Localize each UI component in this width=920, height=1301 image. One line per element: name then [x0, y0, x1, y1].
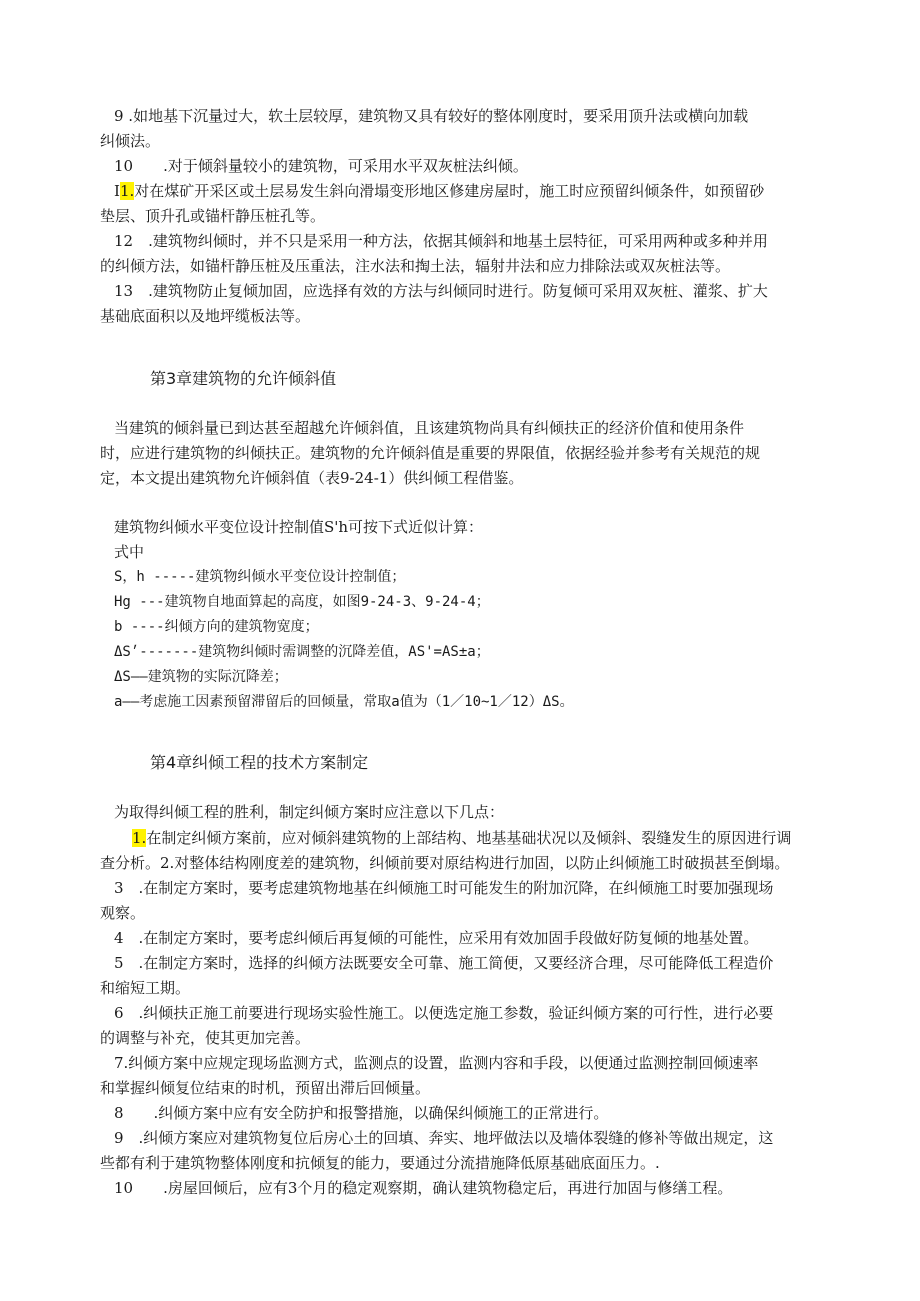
c4-item-5-line2: 和缩短工期。: [100, 979, 191, 997]
def-sh: S，h -----建筑物纠倾水平变位设计控制值；: [114, 569, 406, 585]
c4-item-9-line2: 些都有利于建筑物整体刚度和抗倾复的能力，要通过分流措施降低原基础底面压力。.: [100, 1154, 660, 1172]
c4-item-6-line2: 的调整与补充，使其更加完善。: [100, 1029, 311, 1047]
item-9-line2: 纠倾法。: [100, 132, 161, 150]
chapter3-para-line2: 时，应进行建筑物的纠倾扶正。建筑物的允许倾斜值是重要的界限值，依据经验并参考有关规范的规: [100, 444, 761, 462]
c4-item-1-text: 在制定纠倾方案前，应对倾斜建筑物的上部结构、地基基础状况以及倾斜、裂缝发生的原因进行调: [146, 829, 792, 847]
chapter4-heading: 第4章纠倾工程的技术方案制定: [150, 753, 369, 772]
chapter4-intro: 为取得纠倾工程的胜利，制定纠倾方案时应注意以下几点：: [114, 803, 505, 821]
c4-item-4: 4 .在制定方案时，要考虑纠倾后再复倾的可能性，应采用有效加固手段做好防复倾的地基处置。: [114, 929, 759, 947]
item-13-line1: 13 .建筑物防止复倾加固，应选择有效的方法与纠倾同时进行。防复倾可采用双灰桩、灌浆、扩大: [114, 282, 768, 300]
item-12-line1: 12 .建筑物纠倾时，并不只是采用一种方法，依据其倾斜和地基土层特征，可采用两种或多种并用: [114, 232, 768, 250]
chapter3-para-line1: 当建筑的倾斜量已到达甚至超越允许倾斜值，且该建筑物尚具有纠倾扶正的经济价值和使用条件: [114, 419, 745, 437]
c4-item-3-line1: 3 .在制定方案时，要考虑建筑物地基在纠倾施工时可能发生的附加沉降，在纠倾施工时要加强现场: [114, 879, 774, 897]
c4-item-6-line1: 6 .纠倾扶正施工前要进行现场实验性施工。以便选定施工参数，验证纠倾方案的可行性，进行必要: [114, 1004, 774, 1022]
formula-intro: 建筑物纠倾水平变位设计控制值S'h可按下式近似计算：: [114, 518, 484, 536]
item-13-line2: 基础底面积以及地坪缆板法等。: [100, 307, 311, 325]
c4-item-1-marker: 1.: [132, 829, 147, 847]
def-b: b ----纠倾方向的建筑物宽度；: [114, 619, 319, 635]
c4-item-1-line1: [132, 826, 828, 851]
c4-item-1-line2: 查分析。2.对整体结构刚度差的建筑物，纠倾前要对原结构进行加固，以防止纠倾施工时破损甚至倒塌。: [100, 854, 790, 872]
def-delta-s: ΔS——建筑物的实际沉降差；: [114, 669, 288, 685]
item-11-prefix: I: [114, 182, 120, 200]
chapter3-heading: 第3章建筑物的允许倾斜值: [150, 369, 337, 388]
def-a: a——考虑施工因素预留滞留后的回倾量，常取a值为（1／10~1／12）ΔS。: [114, 694, 574, 710]
def-hg: Hg ---建筑物自地面算起的高度，如图9-24-3、9-24-4；: [114, 594, 490, 610]
c4-item-9-line1: 9 .纠倾方案应对建筑物复位后房心土的回填、奔实、地坪做法以及墙体裂缝的修补等做出规定，这: [114, 1129, 774, 1147]
def-delta-s-prime: ΔS׳-------建筑物纠倾时需调整的沉降差值，AS'=AS±a；: [114, 644, 490, 660]
item-11-line2: 垫层、顶升孔或锚杆静压桩孔等。: [100, 207, 326, 225]
c4-item-5-line1: 5 .在制定方案时，选择的纠倾方法既要安全可靠、施工简便，又要经济合理，尽可能降低工程造价: [114, 954, 774, 972]
where-label: 式中: [114, 543, 145, 561]
c4-item-7-line2: 和掌握纠倾复位结束的时机，预留出滞后回倾量。: [100, 1079, 431, 1097]
c4-item-8: 8 .纠倾方案中应有安全防护和报警措施，以确保纠倾施工的正常进行。: [114, 1104, 609, 1122]
item-11-text: 对在煤矿开采区或土层易发生斜向滑塌变形地区修建房屋时，施工时应预留纠倾条件，如预留砂: [134, 182, 765, 200]
c4-item-10: 10 .房屋回倾后，应有3个月的稳定观察期，确认建筑物稳定后，再进行加固与修缮工程。: [114, 1179, 733, 1197]
item-11-line1: [114, 179, 810, 204]
c4-item-7-line1: 7.纠倾方案中应规定现场监测方式，监测点的设置，监测内容和手段，以便通过监测控制回倾速率: [114, 1054, 759, 1072]
item-9-line1: 9 .如地基下沉量过大，软土层较厚，建筑物又具有较好的整体刚度时，要采用顶升法或横向加载: [114, 107, 749, 125]
item-10: 10 .对于倾斜量较小的建筑物，可采用水平双灰桩法纠倾。: [114, 157, 528, 175]
item-12-line2: 的纠倾方法，如锚杆静压桩及压重法，注水法和掏土法，辐射井法和应力排除法或双灰桩法等。: [100, 257, 731, 275]
chapter3-para-line3: 定，本文提出建筑物允许倾斜值（表9-24-1）供纠倾工程借鉴。: [100, 469, 524, 487]
c4-item-3-line2: 观察。: [100, 904, 146, 922]
item-11-marker: 1.: [119, 182, 135, 200]
